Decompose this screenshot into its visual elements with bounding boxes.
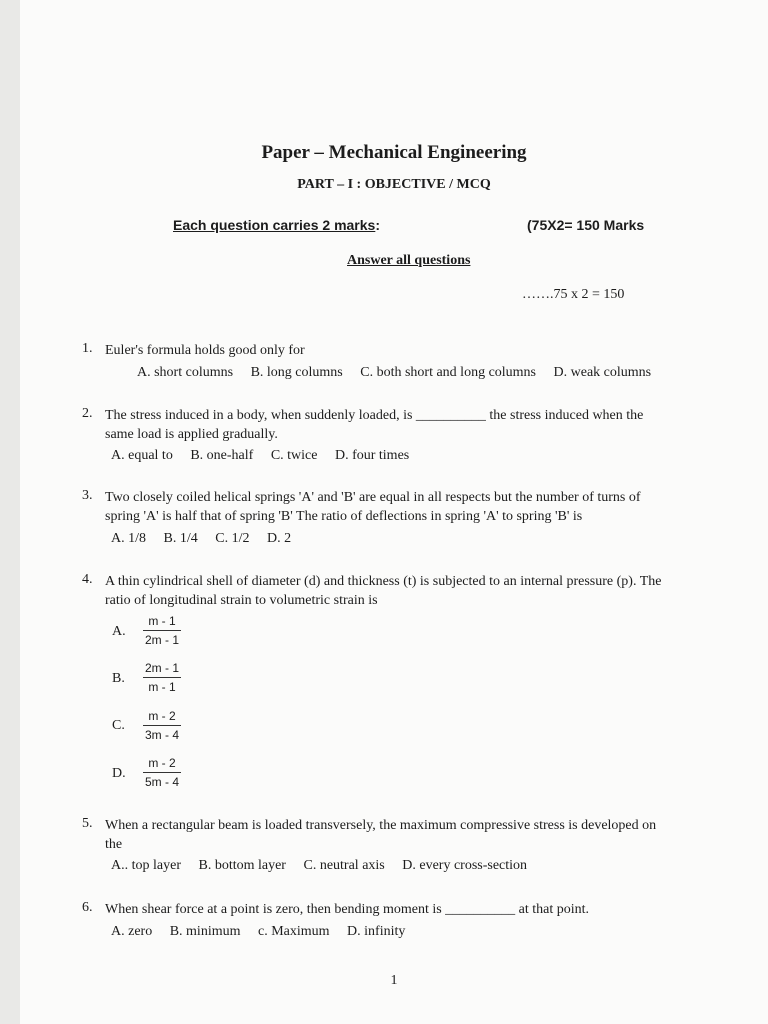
marks-tally: …….75 x 2 = 150 [522,287,625,302]
option-label: B. [112,671,125,686]
marks-per-question-colon: : [375,217,380,233]
option: A. equal to [111,448,173,463]
denominator: 5m - 4 [144,775,179,789]
option: D. four times [334,448,410,463]
question-line: A thin cylindrical shell of diameter (d) and thickness (t) is subjected to an internal pressure (p). The [105,574,662,589]
question-number: 3. [82,488,93,503]
option: C. both short and long columns [360,365,537,380]
option: C. 1/2 [215,531,250,546]
question-options [137,365,651,381]
page-number: 1 [390,973,398,988]
document-page [20,0,768,1024]
question-number: 6. [82,900,93,915]
option: D. every cross-section [402,858,528,873]
instruction: Answer all questions [347,253,471,268]
option: B. one-half [190,448,254,463]
option: B. bottom layer [198,858,286,873]
question-number: 5. [82,816,93,831]
fraction-option [143,614,181,647]
question-line: Euler's formula holds good only for [105,343,305,358]
question-line: spring 'A' is half that of spring 'B' The ratio of deflections in spring 'A' to spring 'B' is [105,509,583,524]
option-label: C. [112,718,125,733]
option: D. infinity [347,924,406,939]
total-marks: (75X2= 150 Marks [527,217,645,233]
option: B. long columns [250,365,343,380]
option-label: A. [112,624,126,639]
question-options [111,531,291,547]
option: B. minimum [169,924,241,939]
question-line: ratio of longitudinal strain to volumetric strain is [105,593,378,608]
question-text [105,816,656,854]
numerator: m - 1 [143,614,181,631]
question-options [111,858,527,874]
numerator: m - 2 [143,756,181,773]
question-text [105,488,641,526]
question-text [105,572,661,610]
paper-title: Paper – Mechanical Engineering [261,142,527,163]
marks-per-question-text: Each question carries 2 marks [173,217,376,233]
option: C. twice [270,448,318,463]
fraction-option [143,661,181,694]
option: A.. top layer [111,858,181,873]
option: D. weak columns [553,365,652,380]
option: C. neutral axis [303,858,385,873]
question-text [105,406,643,444]
numerator: 2m - 1 [143,661,181,678]
question-line: Two closely coiled helical springs 'A' and 'B' are equal in all respects but the number of turns of [105,490,641,505]
question-number: 2. [82,406,93,421]
fraction-option [143,709,181,742]
question-line: The stress induced in a body, when suddenly loaded, is __________ the stress induced when the [105,408,644,423]
numerator: m - 2 [143,709,181,726]
fraction-option [143,756,181,789]
question-line: same load is applied gradually. [105,427,278,442]
option: A. zero [111,924,153,939]
question-number: 1. [82,341,93,356]
denominator: 3m - 4 [144,728,179,742]
denominator: 2m - 1 [144,633,179,647]
question-number: 4. [82,572,93,587]
question-text [105,341,305,360]
marks-per-question [173,217,380,233]
question-line: When shear force at a point is zero, then bending moment is __________ at that point. [105,902,590,917]
option: A. short columns [137,365,234,380]
option-label: D. [112,766,126,781]
question-options [111,448,409,464]
option: B. 1/4 [163,531,198,546]
question-options [111,924,405,940]
option: D. 2 [266,531,292,546]
question-line: the [105,837,123,852]
denominator: m - 1 [148,680,176,694]
question-text [105,900,589,919]
paper-subtitle: PART – I : OBJECTIVE / MCQ [297,177,491,192]
option: A. 1/8 [111,531,146,546]
question-line: When a rectangular beam is loaded transversely, the maximum compressive stress is developed on [105,818,657,833]
option: c. Maximum [258,924,330,939]
